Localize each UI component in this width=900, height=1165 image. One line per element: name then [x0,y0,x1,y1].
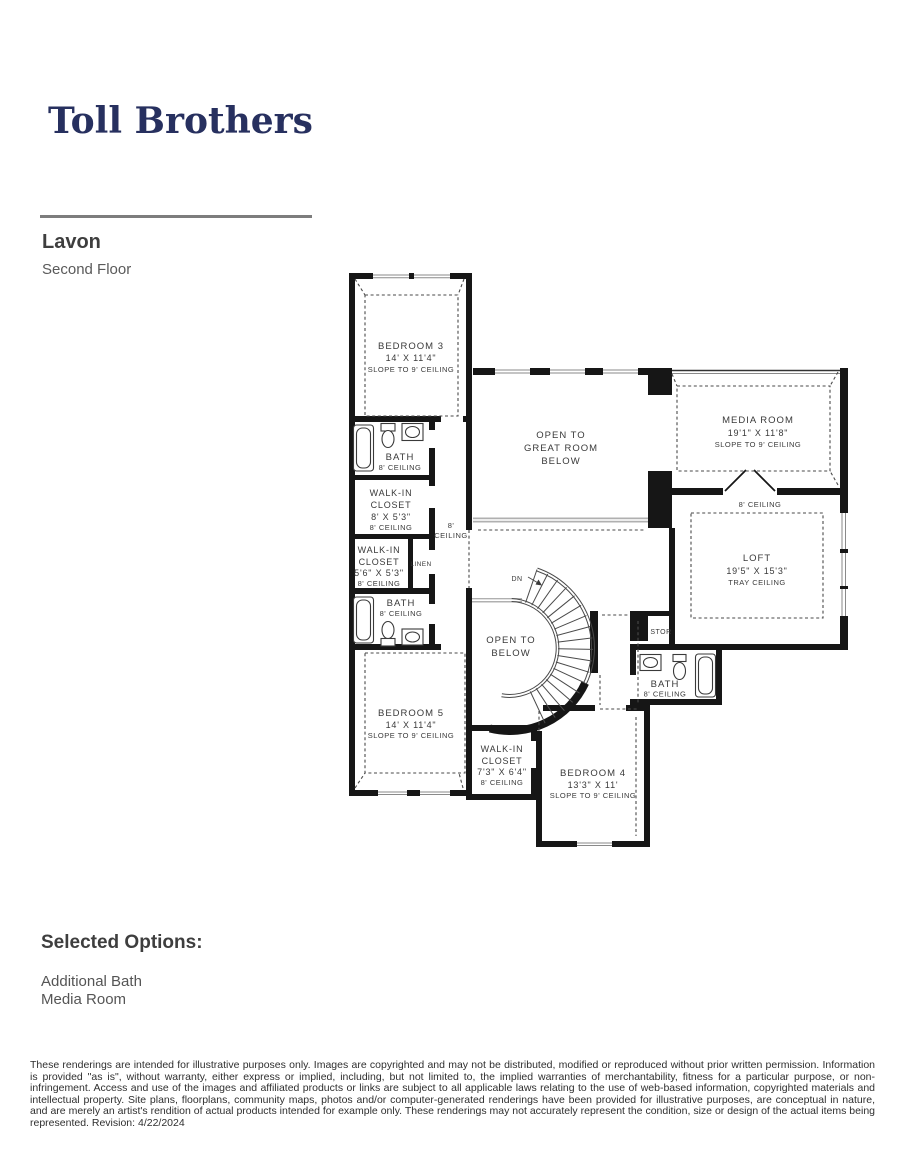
svg-text:BELOW: BELOW [491,648,531,659]
svg-text:GREAT ROOM: GREAT ROOM [523,443,599,454]
toilet-icon [382,622,394,639]
bedroom5-dims: 14' X 11'4" [385,720,437,730]
media-room-dims: 19'1" X 11'8" [727,428,789,438]
floorplan-drawing [345,268,850,858]
room-labels [354,341,801,800]
closet2-dims: 5'6" X 5'3" [354,568,404,578]
loft-label: LOFT [742,553,772,564]
bath3-label: BATH [650,679,680,690]
selected-options-heading: Selected Options: [41,932,203,953]
media-hall-ceiling: 8' CEILING [738,500,782,509]
storage-label: STOR [650,629,672,636]
svg-text:CLOSET: CLOSET [481,756,523,766]
bedroom3-label: BEDROOM 3 [377,341,445,352]
great-room-label: OPEN TO [536,430,586,441]
bath2-label: BATH [386,598,416,609]
svg-text:CEILING: CEILING [434,531,468,540]
bath2-ceiling: 8' CEILING [379,609,423,618]
windows [370,275,846,846]
bedroom3-dims: 14' X 11'4" [385,353,437,363]
closet3-ceiling: 8' CEILING [480,778,524,787]
closet3-label: WALK-IN [480,744,524,754]
selected-options [41,932,203,1009]
closet1-label: WALK-IN [369,488,413,498]
hall-ceiling-label: 8' [447,521,455,530]
closet2-label: WALK-IN [357,545,401,555]
loft-ceiling: TRAY CEILING [728,578,786,587]
svg-text:BELOW: BELOW [541,456,581,467]
legal-disclaimer: These renderings are intended for illustrative purposes only. Images are copyrighted and may not be distributed, modified or reproduced without prior written permission. Information is provided "as is", without warranty, either express or implied, including, but not limited to, the implied warranties of merchantability, fitness for a particular purpose, or non-infringement. Access and use of the images and affiliated products or links are subject to all applicable laws relating to the use of web-based information, copyrighted materials and intellectual property. Site plans, floorplans, community maps, photos and/or computer-generated renderings have been provided for illustrative purposes, are conceptual in nature, and are merely an artist's rendition of actual products intended for example only. These renderings may not accurately represent the condition, size or design of the actual items being represented. Revision: 4/22/2024 [30,1059,875,1129]
down-arrow [528,577,542,586]
media-room-ceiling: SLOPE TO 9' CEILING [714,440,802,449]
bath1-ceiling: 8' CEILING [378,463,422,472]
svg-text:CLOSET: CLOSET [370,500,412,510]
toll-brothers-logo: Toll Brothers [48,100,313,142]
option-media-room: Media Room [41,991,127,1008]
svg-text:CLOSET: CLOSET [358,557,400,567]
toilet-icon [381,424,395,432]
linen-label: LINEN [410,561,432,568]
media-room-label: MEDIA ROOM [722,415,794,426]
bedroom4-ceiling: SLOPE TO 9' CEILING [549,791,637,800]
media-room-double-doors [725,470,775,491]
bath3-ceiling: 8' CEILING [643,689,687,699]
bedroom3-ceiling: SLOPE TO 9' CEILING [367,365,455,374]
closet1-dims: 8' X 5'3" [371,512,411,522]
bath1-label: BATH [385,452,415,463]
bedroom5-ceiling: SLOPE TO 9' CEILING [367,731,455,740]
plan-title: Lavon [42,231,101,253]
loft-dims: 19'5" X 15'3" [726,566,788,576]
divider-rule [40,215,312,218]
open-to-below-label: OPEN TO [486,635,536,646]
option-additional-bath: Additional Bath [41,973,142,990]
closet1-ceiling: 8' CEILING [369,523,413,532]
closet2-ceiling: 8' CEILING [357,579,401,588]
railings [472,518,648,603]
closet3-dims: 7'3" X 6'4" [477,767,527,777]
bedroom4-dims: 13'3" X 11' [567,780,619,790]
toilet-icon [673,655,686,662]
stair-dn-label: DN [511,576,523,583]
floor-subtitle: Second Floor [42,261,132,278]
bedroom4-label: BEDROOM 4 [559,768,627,779]
bedroom5-label: BEDROOM 5 [377,708,445,719]
